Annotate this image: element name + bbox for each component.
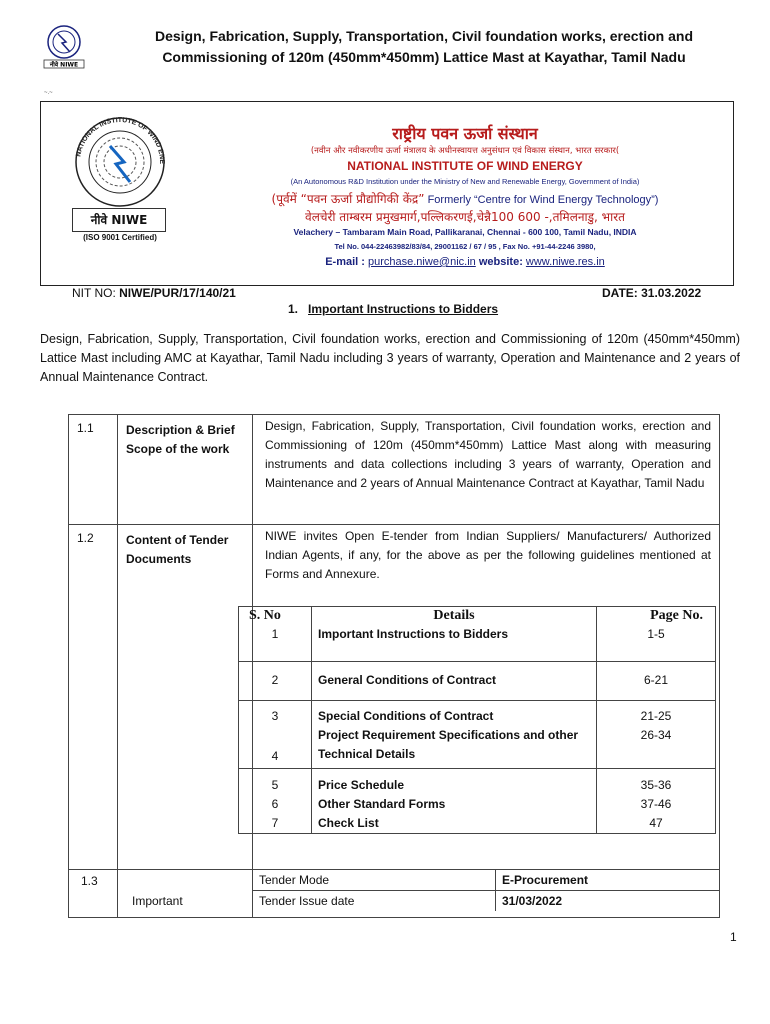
email-link[interactable]: purchase.niwe@nic.in — [368, 256, 476, 268]
table-row — [239, 661, 716, 700]
cell-pages: 1-5 — [647, 627, 665, 641]
cell-pages: 21-25 — [640, 709, 672, 723]
header-details: Details — [312, 607, 597, 626]
detail-label: Tender Mode — [253, 870, 496, 891]
table-row — [239, 625, 716, 661]
row-number: 1.1 — [69, 415, 118, 525]
nit-value: NIWE/PUR/17/140/21 — [119, 286, 236, 300]
contents-table — [238, 606, 716, 834]
table-row — [253, 870, 719, 891]
cell-details: Price Schedule — [312, 769, 597, 795]
address-hindi: वेलचेरी ताम्बरम प्रमुखमार्ग,पल्लिकरणई,चेन्नै100 600 -,तमिलनाडु, भारत — [305, 210, 625, 224]
tel-fax-line: Tel No. 044-22463982/83/84, 29001162 / 67 / 95 , Fax No. +91-44-2246 3980, — [334, 242, 596, 251]
cell-sno: 3 — [239, 700, 312, 726]
intro-paragraph: Design, Fabrication, Supply, Transportation, Civil foundation works, erection and Commissioning of 120m (450mm*450mm) Lattice Mast including AMC at Kayathar, Tamil Nadu including 3 years of warranty, Operation and Maintenance and 2 years of Annual Maintenance Contract. — [40, 332, 740, 384]
website-link[interactable]: www.niwe.res.in — [525, 256, 605, 268]
svg-text:नीवे NIWE: नीवे NIWE — [49, 61, 79, 69]
cell-pages: 6-21 — [643, 673, 669, 687]
row-title: Description & Brief Scope of the work — [118, 415, 253, 525]
detail-label: Tender Issue date — [253, 891, 496, 912]
section-heading-number: 1. — [288, 302, 299, 316]
cell-details: Special Conditions of Contract — [312, 700, 597, 726]
cell-pages: 47 — [649, 815, 663, 830]
section-heading — [288, 302, 498, 316]
section-heading-text: Important Instructions to Bidders — [308, 302, 499, 316]
address-english: Velachery – Tambaram Main Road, Pallikaranai, Chennai - 600 100, Tamil Nadu, INDIA — [293, 227, 637, 237]
cell-sno: 2 — [239, 661, 312, 700]
formerly-english: Formerly “Centre for Wind Energy Technology”) — [427, 194, 659, 206]
cell-details: General Conditions of Contract — [312, 661, 597, 700]
cell-sno: 1 — [239, 625, 312, 661]
svg-text:NATIONAL INSTITUTE OF WIND ENE: NATIONAL INSTITUTE OF WIND ENE — [75, 116, 166, 165]
website-label: website: — [478, 256, 523, 268]
header-sno: S. No — [239, 607, 312, 626]
document-date: DATE: 31.03.2022 — [602, 286, 702, 300]
row-title: Content of Tender Documents — [118, 525, 253, 870]
cell-details: Other Standard Forms — [312, 795, 597, 814]
contact-line — [210, 256, 720, 268]
row-content: Design, Fabrication, Supply, Transportation, Civil foundation works, erection and Commissioning of 120m (450mm*450mm) Lattice Mast along with measuring instruments and data collections including 3 years of warranty, Operation and Maintenance and 2 years of Annual Maintenance Contract at Kayathar, Tamil Nadu — [253, 415, 720, 525]
nit-label: NIT NO: — [72, 286, 116, 300]
table-row — [239, 726, 716, 769]
cell-sno: 6 — [239, 795, 312, 814]
email-label: E-mail : — [325, 256, 365, 268]
row-number: 1.3 — [69, 870, 118, 918]
iso-certified-label: (ISO 9001 Certified) — [83, 233, 157, 242]
header-page-no: Page No. — [650, 608, 703, 623]
table-header-row — [239, 607, 716, 626]
page-number: 1 — [730, 930, 737, 944]
niwe-logo-label: नीवे NIWE — [72, 208, 166, 232]
formerly-line — [210, 190, 720, 207]
table-row — [69, 870, 720, 918]
cell-pages: 35-36 — [640, 777, 672, 792]
institute-name-hindi: राष्ट्रीय पवन ऊर्जा संस्थान — [392, 124, 538, 143]
cell-details: Important Instructions to Bidders — [312, 625, 597, 661]
cell-pages: 26-34 — [640, 728, 672, 742]
nit-number — [72, 286, 236, 300]
institute-subtitle-english: (An Autonomous R&D Institution under the Ministry of New and Renewable Energy, Government of India) — [290, 177, 640, 186]
cell-sno: 5 — [239, 769, 312, 795]
margin-mark: ~.~ — [44, 90, 53, 96]
row-title: Important — [118, 870, 253, 918]
important-details-table — [253, 870, 719, 911]
row-content: NIWE invites Open E-tender from Indian Suppliers/ Manufacturers/ Authorized Indian Agents, if any, for the above as per the following guidelines mentioned at Forms and Annexure. — [253, 525, 720, 870]
detail-value: E-Procurement — [496, 870, 720, 891]
formerly-hindi: (पूर्वमें “पवन ऊर्जा प्रौद्योगिकी केंद्र” — [271, 192, 425, 206]
table-row — [239, 700, 716, 726]
cell-pages: 37-46 — [640, 796, 672, 811]
table-row — [253, 891, 719, 912]
institute-name-english: NATIONAL INSTITUTE OF WIND ENERGY — [347, 159, 583, 173]
cell-sno: 4 — [239, 726, 312, 769]
detail-value: 31/03/2022 — [502, 894, 563, 908]
niwe-small-logo — [36, 20, 92, 76]
table-row — [239, 769, 716, 795]
table-row — [239, 814, 716, 834]
institute-subtitle-hindi: (नवीन और नवीकरणीय ऊर्जा मंत्रालय के अधीनस्वायत्त अनुसंधान एवं विकास संस्थान, भारत सरकार( — [310, 146, 620, 156]
row-number: 1.2 — [69, 525, 118, 870]
cell-sno: 7 — [239, 814, 312, 834]
table-row — [69, 415, 720, 525]
cell-details: Check List — [312, 814, 597, 834]
table-row — [239, 795, 716, 814]
cell-details: Project Requirement Specifications and other Technical Details — [312, 726, 597, 769]
document-title: Design, Fabrication, Supply, Transportation, Civil foundation works, erection and Commissioning of 120m (450mm*450mm) Lattice Mast at Kayathar, Tamil Nadu — [154, 28, 694, 65]
